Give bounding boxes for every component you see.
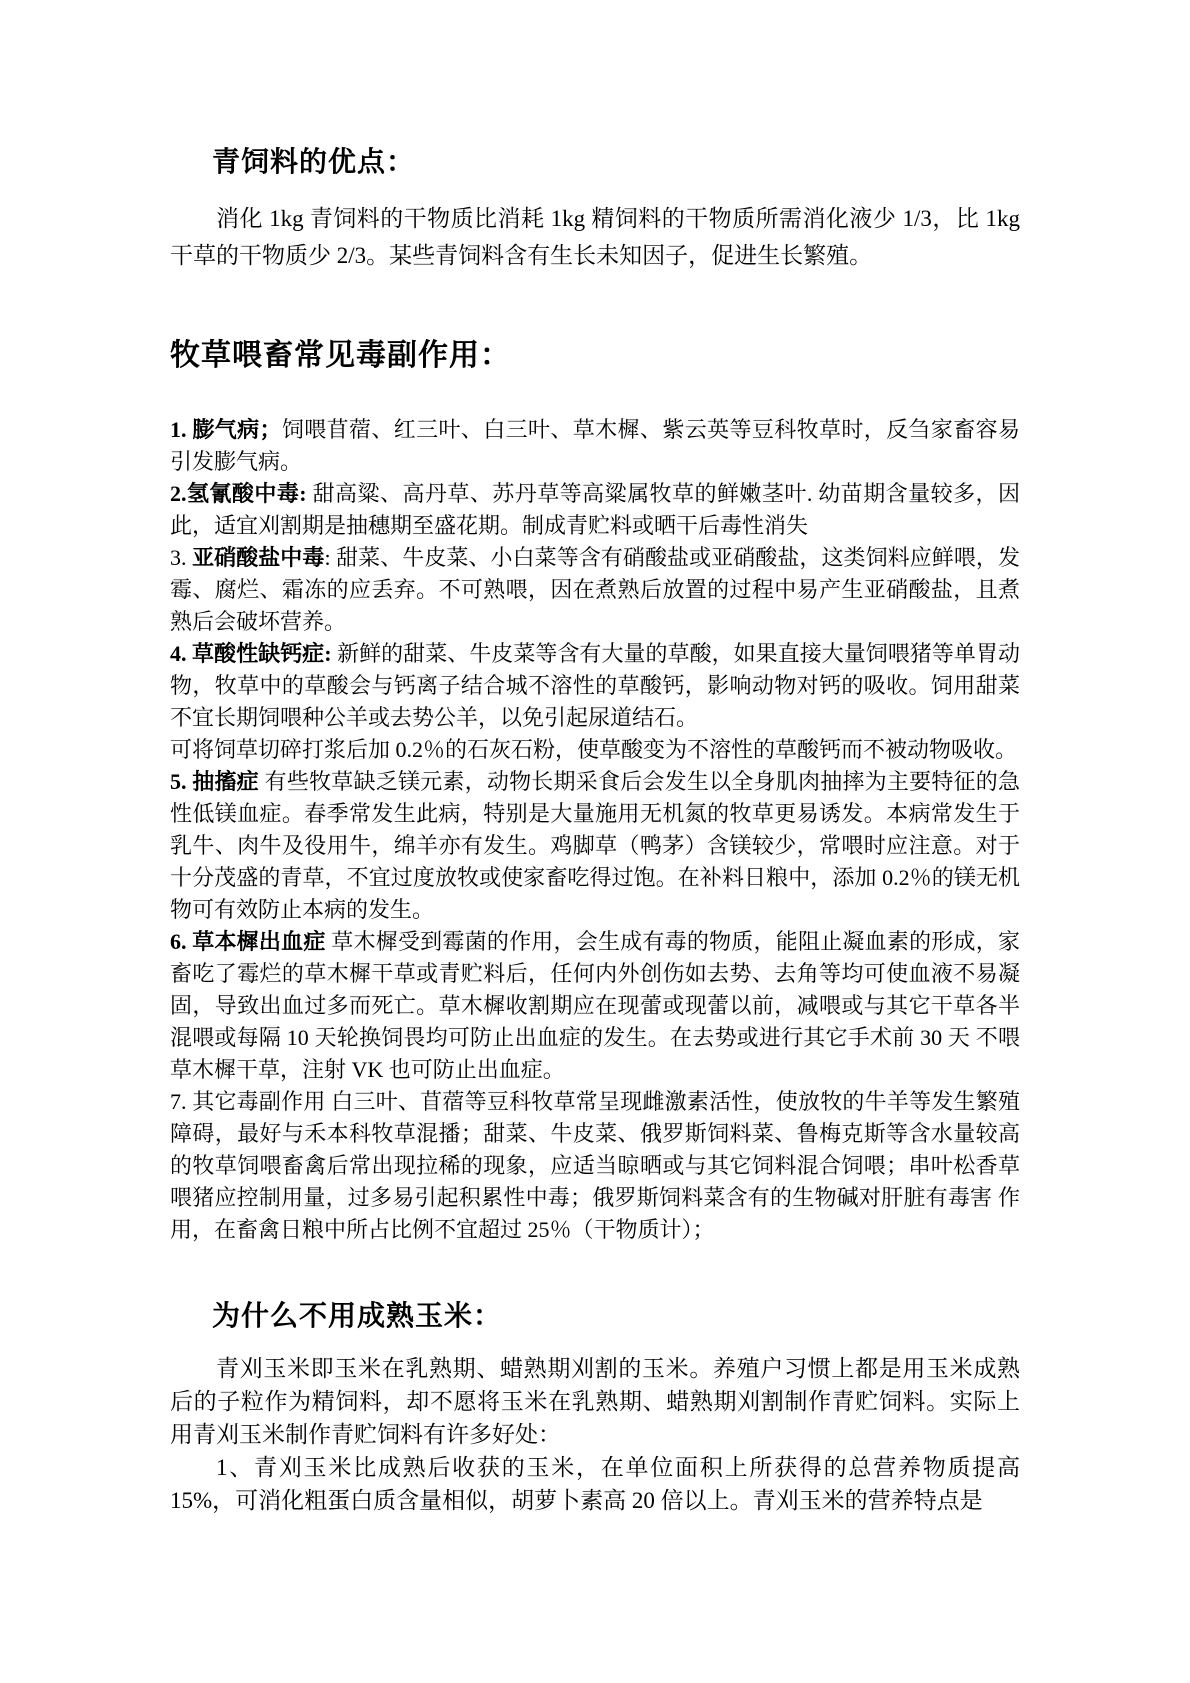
- item-body: 新鲜的甜菜、牛皮菜等含有大量的草酸，如果直接大量饲喂猪等单胃动物，牧草中的草酸会与钙离子结合城不溶性的草酸钙，影响动物对钙的吸收。饲用甜菜不宜长期饲喂种公羊或去势公羊，以免引起尿道结石。: [170, 641, 1020, 730]
- item-body: 甜高粱、高丹草、苏丹草等高粱属牧草的鲜嫩茎叶. 幼苗期含量较多，因此，适宜刈割期是抽穗期至盛花期。制成青贮料或晒干后毒性消失: [170, 481, 1020, 538]
- item-lead: 6. 草本樨出血症: [170, 929, 326, 954]
- advantages-section-title: 青饲料的优点：: [212, 147, 416, 178]
- toxicity-item-2: [170, 478, 1020, 542]
- toxicity-item-1: [170, 414, 1020, 478]
- corn-paragraph-2: 1、青刈玉米比成熟后收获的玉米，在单位面积上所获得的总营养物质提高 15%，可消化粗蛋白质含量相似，胡萝卜素高 20 倍以上。青刈玉米的营养特点是: [170, 1455, 1020, 1513]
- item-number: 7. 其它毒副作用: [170, 1089, 332, 1114]
- item-lead: 亚硝酸盐中毒: [192, 545, 325, 570]
- item-body: : 甜菜、牛皮菜、小白菜等含有硝酸盐或亚硝酸盐，这类饲料应鲜喂，发霉、腐烂、霜冻的应丢弃。不可熟喂，因在煮熟后放置的过程中易产生亚硝酸盐，且煮熟后会破坏营养。: [170, 545, 1020, 634]
- item-lead: 1. 膨气病；: [170, 417, 282, 442]
- item-body: 可将饲草切碎打浆后加 0.2％的石灰石粉，使草酸变为不溶性的草酸钙而不被动物吸收。: [170, 737, 1018, 762]
- toxicity-section-title: 牧草喂畜常见毒副作用：: [170, 339, 511, 372]
- item-body: 饲喂苜蓿、红三叶、白三叶、草木樨、紫云英等豆科牧草时，反刍家畜容易引发膨气病。: [170, 417, 1020, 474]
- item-body: 草木樨受到霉菌的作用，会生成有毒的物质，能阻止凝血素的形成，家畜吃了霉烂的草木樨干草或青贮料后，任何内外创伤如去势、去角等均可使血液不易凝固，导致出血过多而死亡。草木樨收割期应在现蕾或现蕾以前，减喂或与其它干草各半混喂或每隔 10 天轮换饲畏均可防止出血症的发生。在去势或进行其它手术前 30 天 不喂草木樨干草，注射 VK 也可防止出血症。: [170, 929, 1020, 1082]
- corn-section-title: 为什么不用成熟玉米：: [212, 1301, 503, 1332]
- item-lead: 4. 草酸性缺钙症:: [170, 641, 332, 666]
- toxicity-item-4-note: [170, 734, 1020, 766]
- item-lead: 2.氢氰酸中毒:: [170, 481, 307, 506]
- toxicity-item-7: [170, 1086, 1020, 1246]
- item-lead: 5. 抽搐症: [170, 769, 259, 794]
- toxicity-item-6: [170, 926, 1020, 1086]
- toxicity-item-list: [170, 414, 1020, 1246]
- toxicity-item-3: [170, 542, 1020, 638]
- advantages-paragraph: 消化 1kg 青饲料的干物质比消耗 1kg 精饲料的干物质所需消化液少 1/3，比 1kg 干草的干物质少 2/3。某些青饲料含有生长未知因子，促进生长繁殖。: [170, 206, 1020, 268]
- toxicity-item-4: [170, 638, 1020, 734]
- item-body: 白三叶、苜蓿等豆科牧草常呈现雌激素活性，使放牧的牛羊等发生繁殖障碍，最好与禾本科牧草混播；甜菜、牛皮菜、俄罗斯饲料菜、鲁梅克斯等含水量较高的牧草饲喂畜禽后常出现拉稀的现象，应适当晾晒或与其它饲料混合饲喂；串叶松香草喂猪应控制用量，过多易引起积累性中毒；俄罗斯饲料菜含有的生物碱对肝脏有毒害 作用，在畜禽日粮中所占比例不宜超过 25％（干物质计）；: [170, 1089, 1020, 1242]
- item-body: 有些牧草缺乏镁元素，动物长期采食后会发生以全身肌肉抽摔为主要特征的急性低镁血症。春季常发生此病，特别是大量施用无机氮的牧草更易诱发。本病常发生于 乳牛、肉牛及役用牛，绵羊亦有发生。鸡脚草（鸭茅）含镁较少，常喂时应注意。对于十分茂盛的青草，不宜过度放牧或使家畜吃得过饱。在补料日粮中，添加 0.2％的镁无机物可有效防止本病的发生。: [170, 769, 1020, 922]
- item-number: 3.: [170, 545, 193, 570]
- toxicity-item-5: [170, 766, 1020, 926]
- corn-paragraph-1: 青刈玉米即玉米在乳熟期、蜡熟期刈割的玉米。养殖户习惯上都是用玉米成熟后的子粒作为精饲料，却不愿将玉米在乳熟期、蜡熟期刈割制作青贮饲料。实际上用青刈玉米制作青贮饲料有许多好处：: [170, 1356, 1020, 1447]
